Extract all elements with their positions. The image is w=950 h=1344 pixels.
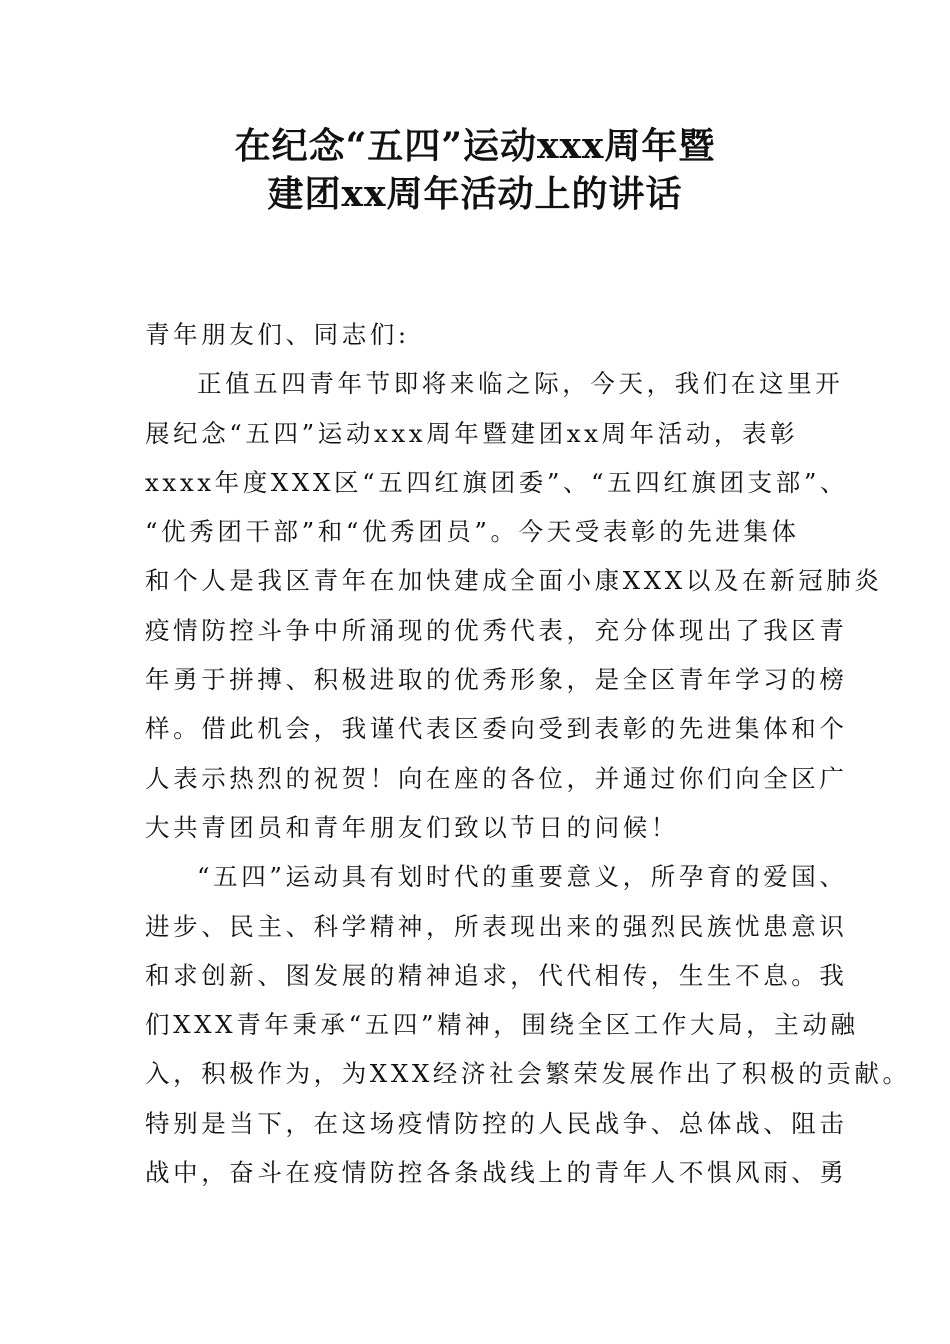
title-line-1: 在纪念“五四”运动xxx周年暨 bbox=[234, 125, 716, 167]
text-line: 们XXX青年秉承“五四”精神，围绕全区工作大局，主动融 bbox=[145, 1010, 859, 1040]
text-line: xxxx年度XXX区“五四红旗团委”、“五四红旗团支部”、 bbox=[145, 467, 849, 497]
text-line: 战中，奋斗在疫情防控各条战线上的青年人不惧风雨、勇 bbox=[145, 1158, 848, 1188]
text-line: 疫情防控斗争中所涌现的优秀代表，充分体现出了我区青 bbox=[145, 615, 848, 645]
text-line: “优秀团干部”和“优秀团员”。今天受表彰的先进集体 bbox=[145, 517, 800, 547]
text-line: “五四”运动具有划时代的重要意义，所孕育的爱国、 bbox=[197, 862, 848, 892]
text-line: 入，积极作为，为XXX经济社会繁荣发展作出了积极的贡献。 bbox=[145, 1059, 911, 1089]
document-title bbox=[0, 122, 950, 218]
text-line: 年勇于拼搏、积极进取的优秀形象，是全区青年学习的榜 bbox=[145, 665, 848, 695]
text-line: 和个人是我区青年在加快建成全面小康XXX以及在新冠肺炎 bbox=[145, 566, 883, 596]
text-line: 特别是当下，在这场疫情防控的人民战争、总体战、阻击 bbox=[145, 1108, 848, 1138]
text-line: 正值五四青年节即将来临之际，今天，我们在这里开 bbox=[197, 369, 844, 399]
title-line-2: 建团xx周年活动上的讲话 bbox=[267, 173, 683, 215]
salutation: 青年朋友们、同志们: bbox=[145, 320, 410, 349]
text-line: 和求创新、图发展的精神追求，代代相传，生生不息。我 bbox=[145, 960, 848, 990]
text-line: 进步、民主、科学精神，所表现出来的强烈民族忧患意识 bbox=[145, 911, 848, 941]
text-line: 展纪念“五四”运动xxx周年暨建团xx周年活动，表彰 bbox=[145, 418, 799, 448]
paragraph-1 bbox=[145, 359, 883, 852]
text-line: 样。借此机会，我谨代表区委向受到表彰的先进集体和个 bbox=[145, 714, 848, 744]
text-line: 大共青团员和青年朋友们致以节日的问候！ bbox=[145, 812, 679, 842]
speech-body bbox=[145, 310, 911, 1197]
text-line: 人表示热烈的祝贺！向在座的各位，并通过你们向全区广 bbox=[145, 763, 848, 793]
paragraph-2 bbox=[145, 852, 911, 1197]
